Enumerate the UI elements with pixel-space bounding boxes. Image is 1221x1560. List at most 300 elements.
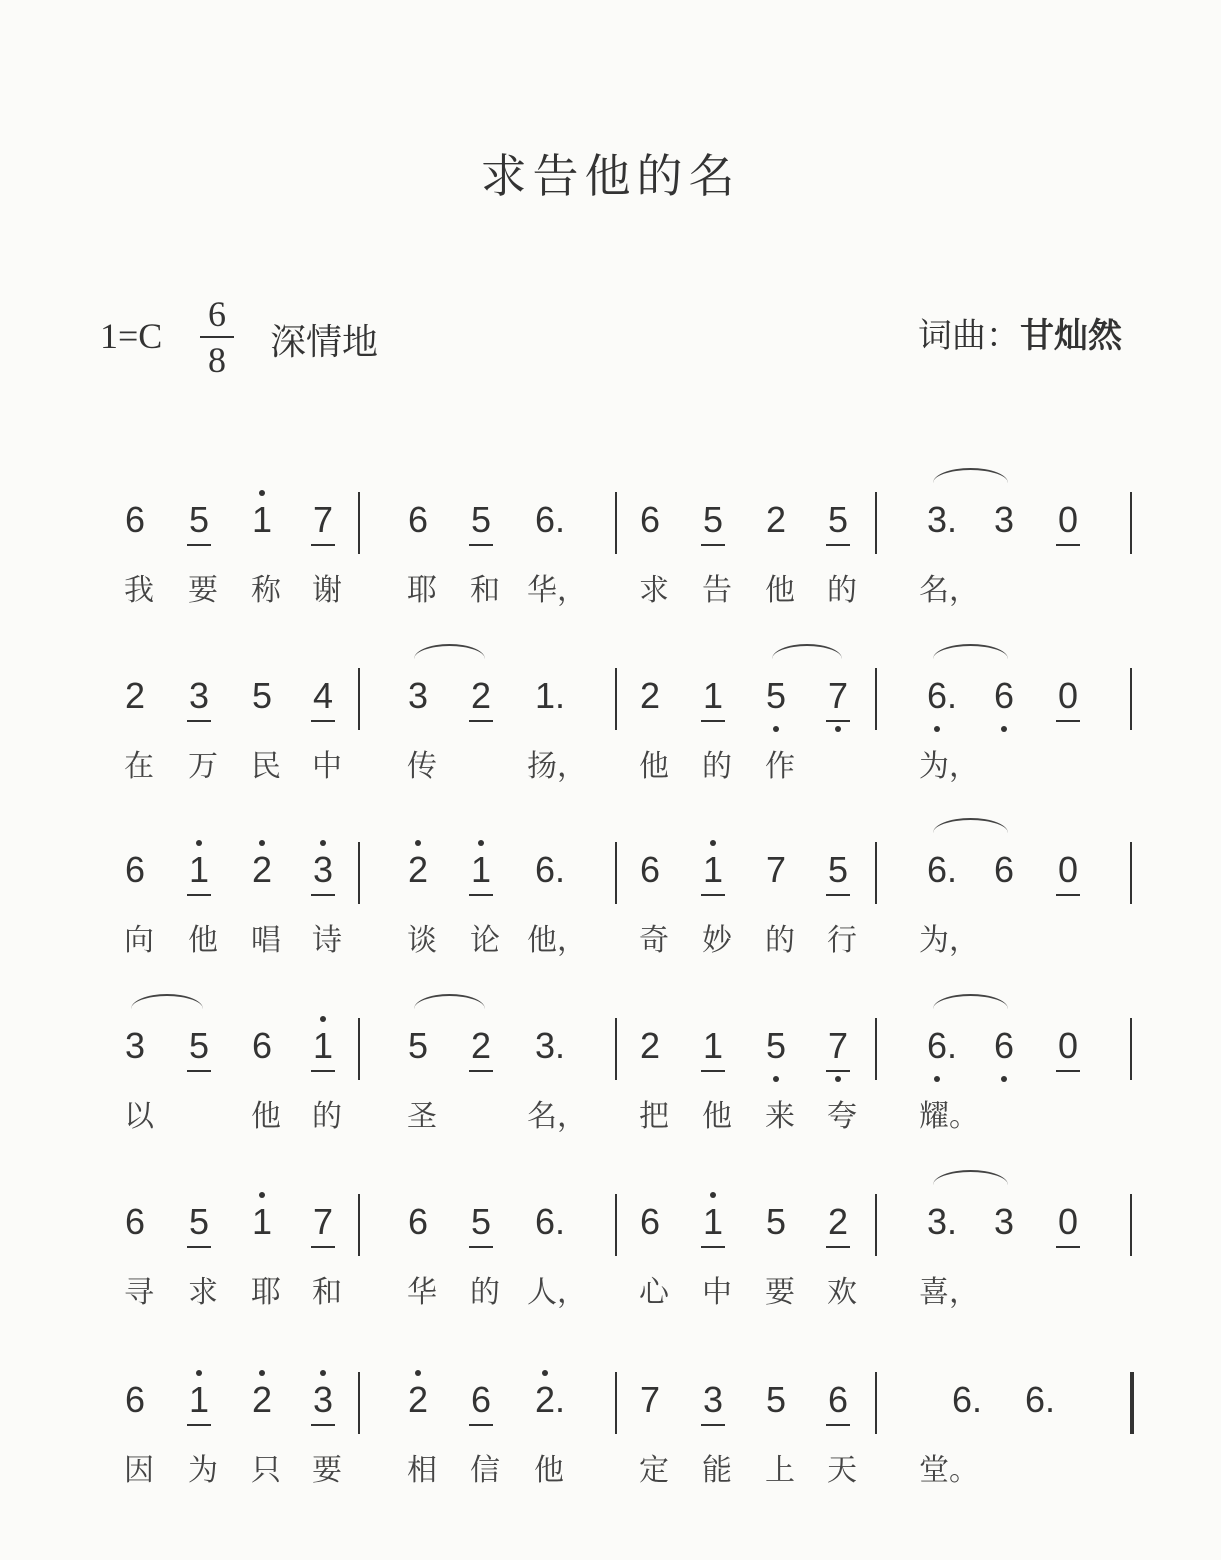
note-digit: 6: [124, 499, 146, 540]
note: [398, 676, 438, 716]
note-digit: 2: [639, 675, 661, 716]
note: [461, 500, 501, 540]
song-title: 求告他的名: [480, 149, 741, 203]
note-digit: 7: [765, 849, 787, 890]
note: [756, 1026, 796, 1066]
lyric-char: 他: [639, 749, 669, 784]
note-digit: 0: [1057, 499, 1079, 540]
lyric-char: 谢: [312, 573, 342, 608]
barline: [615, 1372, 617, 1434]
lyric-char: 要: [765, 1275, 795, 1310]
note-digit: 6: [251, 1025, 273, 1066]
lyric-char: 欢: [827, 1275, 857, 1310]
note-digit: 3: [993, 499, 1015, 540]
note: [115, 500, 155, 540]
lyric-char: 他: [534, 1453, 564, 1488]
lyric-char: 耀。: [919, 1099, 979, 1134]
note: [303, 1202, 343, 1242]
note: [179, 850, 219, 890]
lyric-char: 妙: [702, 923, 732, 958]
note-digit: 7: [639, 1379, 661, 1420]
note-digit: 6: [639, 1201, 661, 1242]
note: [242, 500, 282, 540]
note: [693, 850, 733, 890]
note: [984, 1202, 1024, 1242]
note: [461, 1202, 501, 1242]
lyric-char: 要: [188, 573, 218, 608]
note-digit: 0: [1057, 675, 1079, 716]
note: [630, 1202, 670, 1242]
note-digit: 3: [407, 675, 429, 716]
eighth-underline: [187, 544, 211, 546]
lyric-char: 和: [470, 573, 500, 608]
note: [525, 500, 565, 540]
slur: [933, 994, 1008, 1024]
note: [818, 1026, 858, 1066]
octave-down-dot: [773, 1076, 779, 1082]
octave-up-dot: [259, 1370, 265, 1376]
note: [115, 676, 155, 716]
slur: [933, 818, 1008, 848]
barline: [1130, 842, 1132, 904]
meter-bottom: 8: [208, 340, 226, 380]
augmentation-dot: .: [947, 1201, 958, 1242]
note-digit: 2: [251, 1379, 273, 1420]
eighth-underline: [469, 544, 493, 546]
octave-up-dot: [478, 840, 484, 846]
note-digit: 5: [765, 1025, 787, 1066]
eighth-underline: [1056, 1070, 1080, 1072]
note-digit: 1: [251, 499, 273, 540]
lyric-char: 求: [639, 573, 669, 608]
lyric-char: 心: [639, 1275, 669, 1310]
note: [525, 850, 565, 890]
note-digit: 6: [534, 1201, 556, 1242]
note-digit: 5: [188, 1201, 210, 1242]
lyric-char: 能: [702, 1453, 732, 1488]
augmentation-dot: .: [947, 849, 958, 890]
note: [398, 850, 438, 890]
barline: [615, 1018, 617, 1080]
augmentation-dot: .: [972, 1379, 983, 1420]
lyric-char: 他: [188, 923, 218, 958]
note: [984, 500, 1024, 540]
note-digit: 6: [993, 1025, 1015, 1066]
eighth-underline: [701, 544, 725, 546]
note-digit: 5: [251, 675, 273, 716]
lyric-char: 以: [124, 1099, 154, 1134]
note: [525, 676, 565, 716]
lyric-char: 喜，: [919, 1275, 979, 1310]
credit-name: 甘灿然: [1020, 316, 1122, 356]
octave-up-dot: [415, 840, 421, 846]
eighth-underline: [187, 1070, 211, 1072]
lyric-char: 中: [312, 749, 342, 784]
barline: [358, 1018, 360, 1080]
note-digit: 1: [188, 1379, 210, 1420]
note-digit: 2: [765, 499, 787, 540]
note: [525, 1202, 565, 1242]
note: [1048, 676, 1088, 716]
note-digit: 2: [639, 1025, 661, 1066]
note: [984, 1026, 1024, 1066]
note: [693, 676, 733, 716]
key-signature: 1=C: [100, 316, 163, 356]
eighth-underline: [469, 1246, 493, 1248]
slur: [131, 994, 203, 1024]
lyric-char: 中: [702, 1275, 732, 1310]
note-digit: 3: [188, 675, 210, 716]
barline: [875, 668, 877, 730]
note: [917, 500, 957, 540]
octave-down-dot: [1001, 726, 1007, 732]
barline: [358, 1372, 360, 1434]
octave-up-dot: [542, 1370, 548, 1376]
note-digit: 1: [534, 675, 556, 716]
note-digit: 1: [470, 849, 492, 890]
note: [630, 850, 670, 890]
note-digit: 2: [407, 1379, 429, 1420]
note-digit: 6: [827, 1379, 849, 1420]
lyric-char: 名，: [919, 573, 979, 608]
octave-down-dot: [835, 1076, 841, 1082]
eighth-underline: [469, 894, 493, 896]
slur: [933, 644, 1008, 674]
note: [693, 1202, 733, 1242]
meter-top: 6: [208, 294, 226, 334]
augmentation-dot: .: [555, 1201, 566, 1242]
note: [303, 676, 343, 716]
slur: [933, 1170, 1008, 1200]
note: [303, 1026, 343, 1066]
barline: [875, 1018, 877, 1080]
note-digit: 5: [188, 499, 210, 540]
lyric-char: 要: [312, 1453, 342, 1488]
lyric-char: 把: [639, 1099, 669, 1134]
lyric-char: 来: [765, 1099, 795, 1134]
eighth-underline: [311, 1070, 335, 1072]
octave-up-dot: [710, 1192, 716, 1198]
note-digit: 1: [702, 849, 724, 890]
augmentation-dot: .: [1045, 1379, 1056, 1420]
note-digit: 1: [251, 1201, 273, 1242]
note: [303, 850, 343, 890]
octave-up-dot: [259, 1192, 265, 1198]
note-digit: 0: [1057, 1025, 1079, 1066]
lyric-char: 万: [188, 749, 218, 784]
eighth-underline: [469, 1424, 493, 1426]
barline: [1130, 1018, 1132, 1080]
barline: [615, 1194, 617, 1256]
note: [461, 676, 501, 716]
slur: [414, 644, 485, 674]
eighth-underline: [187, 894, 211, 896]
note-digit: 5: [188, 1025, 210, 1066]
lyric-char: 谈: [407, 923, 437, 958]
note: [303, 500, 343, 540]
lyric-char: 华: [407, 1275, 437, 1310]
note-digit: 1: [702, 675, 724, 716]
lyric-char: 的: [765, 923, 795, 958]
note: [917, 676, 957, 716]
eighth-underline: [1056, 720, 1080, 722]
note: [398, 500, 438, 540]
eighth-underline: [826, 1246, 850, 1248]
octave-up-dot: [259, 490, 265, 496]
note-digit: 6: [124, 849, 146, 890]
note: [242, 1380, 282, 1420]
eighth-underline: [826, 894, 850, 896]
note-digit: 2: [827, 1201, 849, 1242]
eighth-underline: [826, 1070, 850, 1072]
octave-up-dot: [320, 840, 326, 846]
note-digit: 0: [1057, 1201, 1079, 1242]
note-digit: 6: [534, 849, 556, 890]
barline: [1130, 668, 1132, 730]
note-digit: 0: [1057, 849, 1079, 890]
note-digit: 2: [534, 1379, 556, 1420]
lyric-char: 名，: [527, 1099, 587, 1134]
note-digit: 5: [702, 499, 724, 540]
eighth-underline: [187, 720, 211, 722]
lyric-char: 民: [251, 749, 281, 784]
eighth-underline: [311, 1424, 335, 1426]
note: [942, 1380, 982, 1420]
lyric-char: 告: [702, 573, 732, 608]
note: [984, 850, 1024, 890]
eighth-underline: [701, 1424, 725, 1426]
note-digit: 6: [639, 499, 661, 540]
eighth-underline: [469, 1070, 493, 1072]
augmentation-dot: .: [555, 1025, 566, 1066]
note: [1015, 1380, 1055, 1420]
final-barline: [1130, 1372, 1134, 1434]
note-digit: 2: [407, 849, 429, 890]
note: [984, 676, 1024, 716]
octave-up-dot: [196, 840, 202, 846]
lyric-char: 向: [124, 923, 154, 958]
note: [115, 1202, 155, 1242]
note: [179, 1380, 219, 1420]
augmentation-dot: .: [555, 675, 566, 716]
eighth-underline: [826, 1424, 850, 1426]
barline: [875, 842, 877, 904]
barline: [358, 492, 360, 554]
octave-up-dot: [710, 840, 716, 846]
lyric-char: 华，: [527, 573, 587, 608]
note-digit: 5: [765, 1379, 787, 1420]
note-digit: 6: [407, 499, 429, 540]
note-digit: 2: [124, 675, 146, 716]
eighth-underline: [311, 720, 335, 722]
barline: [875, 1194, 877, 1256]
note-digit: 5: [827, 849, 849, 890]
lyric-char: 圣: [407, 1099, 437, 1134]
note-digit: 1: [188, 849, 210, 890]
slur: [772, 644, 842, 674]
lyric-char: 行: [827, 923, 857, 958]
note-digit: 3: [534, 1025, 556, 1066]
note-digit: 2: [251, 849, 273, 890]
note: [1048, 850, 1088, 890]
note: [1048, 1202, 1088, 1242]
augmentation-dot: .: [947, 675, 958, 716]
augmentation-dot: .: [947, 499, 958, 540]
barline: [615, 668, 617, 730]
lyric-char: 堂。: [919, 1453, 979, 1488]
octave-up-dot: [196, 1370, 202, 1376]
octave-up-dot: [259, 840, 265, 846]
note-digit: 6: [407, 1201, 429, 1242]
note: [756, 850, 796, 890]
note: [115, 1026, 155, 1066]
lyric-char: 只: [251, 1453, 281, 1488]
note-digit: 3: [702, 1379, 724, 1420]
lyric-char: 诗: [312, 923, 342, 958]
lyric-char: 的: [702, 749, 732, 784]
note: [693, 1026, 733, 1066]
note-digit: 6: [926, 675, 948, 716]
note: [917, 850, 957, 890]
lyric-char: 为，: [919, 923, 979, 958]
note: [630, 1026, 670, 1066]
note: [179, 676, 219, 716]
note-digit: 5: [827, 499, 849, 540]
eighth-underline: [701, 1246, 725, 1248]
note: [693, 500, 733, 540]
octave-down-dot: [1001, 1076, 1007, 1082]
note: [525, 1026, 565, 1066]
note-digit: 5: [470, 1201, 492, 1242]
lyric-char: 耶: [251, 1275, 281, 1310]
lyric-char: 他: [702, 1099, 732, 1134]
note: [242, 1026, 282, 1066]
lyric-char: 唱: [251, 923, 281, 958]
barline: [875, 492, 877, 554]
barline: [1130, 492, 1132, 554]
note: [179, 1202, 219, 1242]
note-digit: 6: [124, 1201, 146, 1242]
eighth-underline: [701, 894, 725, 896]
note-digit: 1: [702, 1025, 724, 1066]
note-digit: 3: [312, 849, 334, 890]
note-digit: 3: [993, 1201, 1015, 1242]
note-digit: 3: [312, 1379, 334, 1420]
note-digit: 6: [926, 1025, 948, 1066]
augmentation-dot: .: [555, 1379, 566, 1420]
augmentation-dot: .: [947, 1025, 958, 1066]
note: [818, 1202, 858, 1242]
note: [756, 1380, 796, 1420]
augmentation-dot: .: [555, 849, 566, 890]
note: [1048, 500, 1088, 540]
note-digit: 5: [470, 499, 492, 540]
lyric-char: 为，: [919, 749, 979, 784]
note: [398, 1380, 438, 1420]
lyric-char: 奇: [639, 923, 669, 958]
note-digit: 5: [407, 1025, 429, 1066]
note-digit: 6: [470, 1379, 492, 1420]
note-digit: 3: [926, 499, 948, 540]
lyric-char: 耶: [407, 573, 437, 608]
octave-up-dot: [320, 1016, 326, 1022]
lyric-char: 夸: [827, 1099, 857, 1134]
note: [115, 850, 155, 890]
note: [756, 676, 796, 716]
slur: [933, 468, 1008, 498]
note-digit: 5: [765, 1201, 787, 1242]
note: [1048, 1026, 1088, 1066]
note-digit: 1: [702, 1201, 724, 1242]
lyric-char: 寻: [124, 1275, 154, 1310]
note-digit: 1: [312, 1025, 334, 1066]
note-digit: 6: [124, 1379, 146, 1420]
lyric-char: 天: [827, 1453, 857, 1488]
octave-down-dot: [835, 726, 841, 732]
note: [242, 1202, 282, 1242]
note-digit: 6: [639, 849, 661, 890]
eighth-underline: [1056, 1246, 1080, 1248]
lyric-char: 信: [470, 1453, 500, 1488]
note: [525, 1380, 565, 1420]
note: [398, 1202, 438, 1242]
eighth-underline: [469, 720, 493, 722]
lyric-char: 作: [765, 749, 795, 784]
lyric-char: 论: [470, 923, 500, 958]
note: [818, 500, 858, 540]
note-digit: 6: [951, 1379, 973, 1420]
note: [461, 850, 501, 890]
octave-up-dot: [320, 1370, 326, 1376]
note-digit: 7: [827, 675, 849, 716]
octave-down-dot: [934, 726, 940, 732]
octave-up-dot: [415, 1370, 421, 1376]
lyric-char: 的: [827, 573, 857, 608]
note: [818, 1380, 858, 1420]
note-digit: 4: [312, 675, 334, 716]
note-digit: 7: [827, 1025, 849, 1066]
note: [756, 1202, 796, 1242]
note: [179, 1026, 219, 1066]
barline: [358, 668, 360, 730]
note: [630, 1380, 670, 1420]
eighth-underline: [701, 1070, 725, 1072]
augmentation-dot: .: [555, 499, 566, 540]
note-digit: 5: [765, 675, 787, 716]
note-digit: 7: [312, 1201, 334, 1242]
octave-down-dot: [934, 1076, 940, 1082]
lyric-char: 他: [251, 1099, 281, 1134]
note-digit: 3: [926, 1201, 948, 1242]
note: [630, 676, 670, 716]
lyric-char: 的: [470, 1275, 500, 1310]
lyric-char: 称: [251, 573, 281, 608]
lyric-char: 为: [188, 1453, 218, 1488]
lyric-char: 上: [765, 1453, 795, 1488]
octave-down-dot: [773, 726, 779, 732]
note-digit: 6: [534, 499, 556, 540]
barline: [1130, 1194, 1132, 1256]
note: [917, 1026, 957, 1066]
lyric-char: 在: [124, 749, 154, 784]
note: [242, 676, 282, 716]
lyric-char: 求: [188, 1275, 218, 1310]
barline: [615, 842, 617, 904]
eighth-underline: [311, 894, 335, 896]
note-digit: 6: [993, 849, 1015, 890]
note-digit: 6: [993, 675, 1015, 716]
lyric-char: 我: [124, 573, 154, 608]
